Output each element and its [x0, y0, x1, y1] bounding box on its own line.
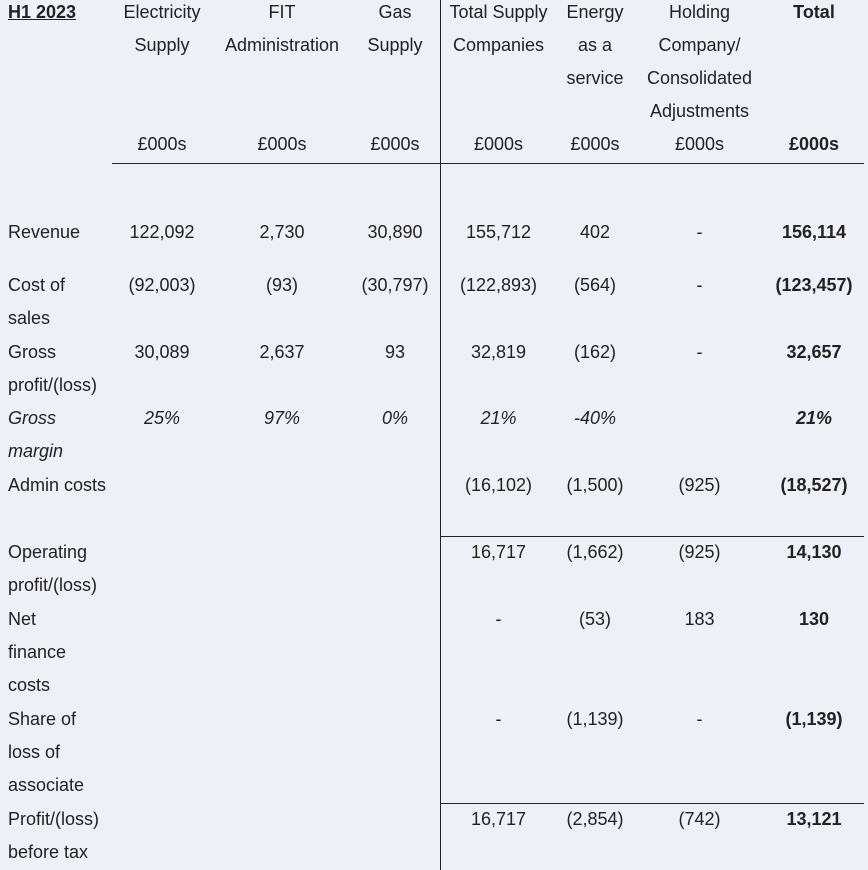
cell-revenue-holding: - — [696, 222, 703, 242]
cell-net-finance-eaas: (53) — [578, 609, 611, 629]
row-label-gross-profit: Gross profit/(loss) — [8, 342, 98, 395]
cell-gross-profit-electricity: 30,089 — [134, 342, 190, 362]
period-title: H1 2023 — [8, 2, 77, 22]
col-unit-total: £000s — [788, 134, 840, 154]
cell-net-finance-holding: 183 — [684, 609, 715, 629]
row-label-share-of-loss: Share of loss of associate — [8, 709, 85, 795]
cell-gross-margin-electricity: 25% — [143, 408, 181, 428]
header-rule — [112, 163, 864, 164]
col-unit-electricity-supply: £000s — [137, 134, 187, 154]
cell-cost-of-sales-holding: - — [696, 275, 703, 295]
cell-profit-before-tax-total: 13,121 — [786, 809, 842, 829]
cell-operating-profit-eaas: (1,662) — [566, 542, 624, 562]
col-header-electricity-supply: Electricity Supply — [123, 2, 201, 55]
cell-operating-profit-total: 14,130 — [786, 542, 842, 562]
cell-profit-before-tax-holding: (742) — [678, 809, 721, 829]
cell-gross-margin-gas: 0% — [381, 408, 408, 428]
cell-cost-of-sales-fit: (93) — [265, 275, 298, 295]
cell-net-finance-total-supply: - — [495, 609, 502, 629]
cell-revenue-fit: 2,730 — [259, 222, 305, 242]
cell-gross-margin-eaas: -40% — [573, 408, 617, 428]
col-unit-fit-administration: £000s — [257, 134, 307, 154]
cell-operating-profit-holding: (925) — [678, 542, 721, 562]
cell-admin-costs-total-supply: (16,102) — [464, 475, 533, 495]
cell-gross-profit-holding: - — [696, 342, 703, 362]
cell-gross-profit-total-supply: 32,819 — [470, 342, 527, 362]
cell-share-of-loss-holding: - — [696, 709, 703, 729]
cell-gross-profit-fit: 2,637 — [259, 342, 305, 362]
cell-revenue-electricity: 122,092 — [129, 222, 195, 242]
cell-net-finance-total: 130 — [798, 609, 830, 629]
cell-cost-of-sales-total: (123,457) — [775, 275, 853, 295]
cell-gross-margin-total: 21% — [795, 408, 833, 428]
cell-cost-of-sales-electricity: (92,003) — [128, 275, 196, 295]
cell-profit-before-tax-total-supply: 16,717 — [470, 809, 527, 829]
cell-cost-of-sales-gas: (30,797) — [361, 275, 429, 295]
col-unit-gas-supply: £000s — [370, 134, 420, 154]
cell-gross-profit-total: 32,657 — [786, 342, 842, 362]
cell-operating-profit-total-supply: 16,717 — [470, 542, 527, 562]
col-header-total: Total — [793, 2, 835, 22]
cell-revenue-total: 156,114 — [781, 222, 847, 242]
row-label-admin-costs: Admin costs — [8, 475, 107, 495]
col-header-total-supply-companies: Total Supply Companies — [449, 2, 548, 55]
cell-share-of-loss-total: (1,139) — [785, 709, 843, 729]
cell-gross-margin-fit: 97% — [263, 408, 301, 428]
cell-admin-costs-total: (18,527) — [780, 475, 848, 495]
cell-revenue-eaas: 402 — [579, 222, 611, 242]
col-unit-holding-company: £000s — [674, 134, 725, 154]
cell-gross-profit-eaas: (162) — [573, 342, 617, 362]
supply-companies-divider — [440, 0, 441, 870]
cell-cost-of-sales-total-supply: (122,893) — [459, 275, 538, 295]
cell-profit-before-tax-eaas: (2,854) — [566, 809, 624, 829]
cell-gross-margin-total-supply: 21% — [480, 408, 517, 428]
row-label-revenue: Revenue — [8, 222, 81, 242]
col-unit-energy-as-a-service: £000s — [570, 134, 620, 154]
row-label-profit-before-tax: Profit/(loss) before tax — [8, 809, 100, 862]
cell-revenue-total-supply: 155,712 — [465, 222, 532, 242]
col-header-fit-administration: FIT Administration — [224, 2, 340, 55]
row-label-net-finance-costs: Net finance costs — [8, 609, 67, 695]
cell-admin-costs-holding: (925) — [678, 475, 721, 495]
row-label-gross-margin: Gross margin — [8, 408, 64, 461]
row-label-cost-of-sales: Cost of sales — [8, 275, 66, 328]
cell-revenue-gas: 30,890 — [367, 222, 423, 242]
col-unit-total-supply-companies: £000s — [473, 134, 524, 154]
cell-share-of-loss-total-supply: - — [495, 709, 502, 729]
cell-cost-of-sales-eaas: (564) — [573, 275, 617, 295]
cell-gross-profit-gas: 93 — [384, 342, 406, 362]
row-label-operating-profit: Operating profit/(loss) — [8, 542, 98, 595]
col-header-gas-supply: Gas Supply — [367, 2, 423, 55]
col-header-holding-company: Holding Company/ Consolidated Adjustments — [646, 2, 753, 121]
col-header-energy-as-a-service: Energy as a service — [566, 2, 624, 88]
cell-share-of-loss-eaas: (1,139) — [566, 709, 624, 729]
cell-admin-costs-eaas: (1,500) — [566, 475, 624, 495]
